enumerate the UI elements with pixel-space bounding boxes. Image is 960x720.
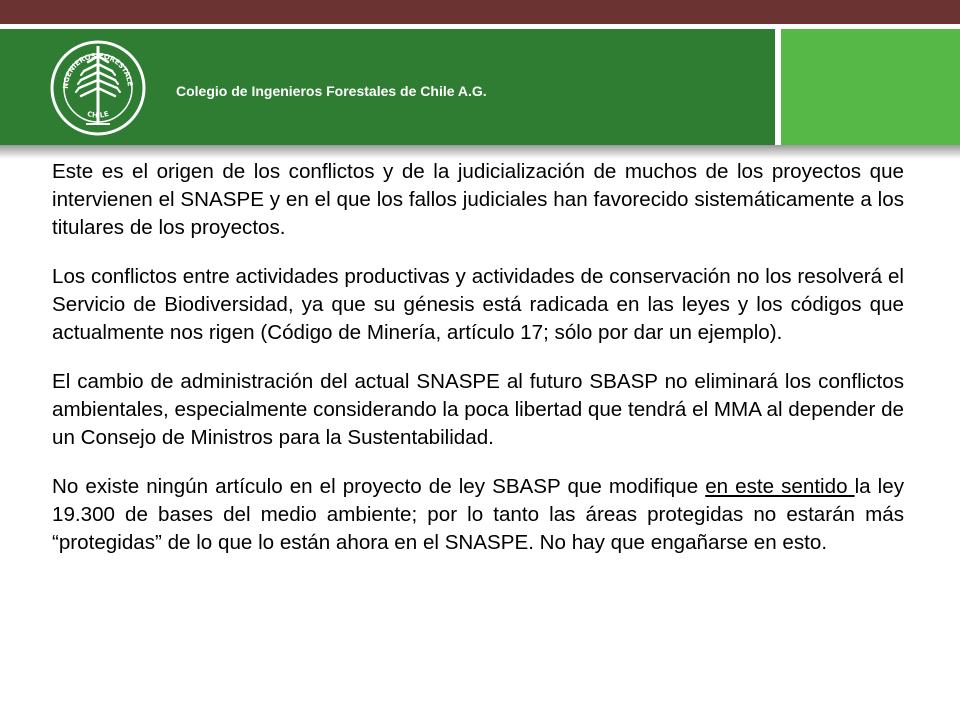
college-logo-icon [48,38,148,138]
top-bar [0,0,960,24]
paragraph-3: El cambio de administración del actual SNASPE al futuro SBASP no eliminará los conflictos ambientales, especialmente considerando la poca libertad que tendrá el MMA al depender de un Consejo de Ministros para la Sustentabilidad. [52,370,904,449]
underlined-phrase: en este sentido [705,475,855,498]
svg-text:INGENIEROS FORESTALES: NGENIEROS FORESTALE [61,51,135,90]
paragraph-4-end: la ley 19.300 de bases del medio ambiente; por lo tanto las áreas protegidas no estarán más “protegidas” de lo que lo están ahora en el SNASPE. No hay que engañarse en esto. [52,475,904,554]
svg-text:CHILE: CHILE [86,109,110,120]
paragraph-2: Los conflictos entre actividades productivas y actividades de conservación no los resolverá el Servicio de Biodiversidad, ya que su génesis está radicada en las leyes y los códigos que actualmente nos rigen (Código de Minería, artículo 17; sólo por dar un ejemplo). [52,265,904,344]
paragraph-4 [52,473,904,557]
header-side-block [781,29,960,145]
paragraph-4-start: No existe ningún artículo en el proyecto de ley SBASP que modifique [52,475,706,498]
org-title: Colegio de Ingenieros Forestales de Chile A.G. [176,83,487,99]
header-shadow [0,145,960,159]
slide-body [52,158,904,578]
paragraph-1: Este es el origen de los conflictos y de la judicialización de muchos de los proyectos que intervienen el SNASPE y en el que los fallos judiciales han favorecido sistemáticamente a los titulares de los proyectos. [52,160,904,239]
